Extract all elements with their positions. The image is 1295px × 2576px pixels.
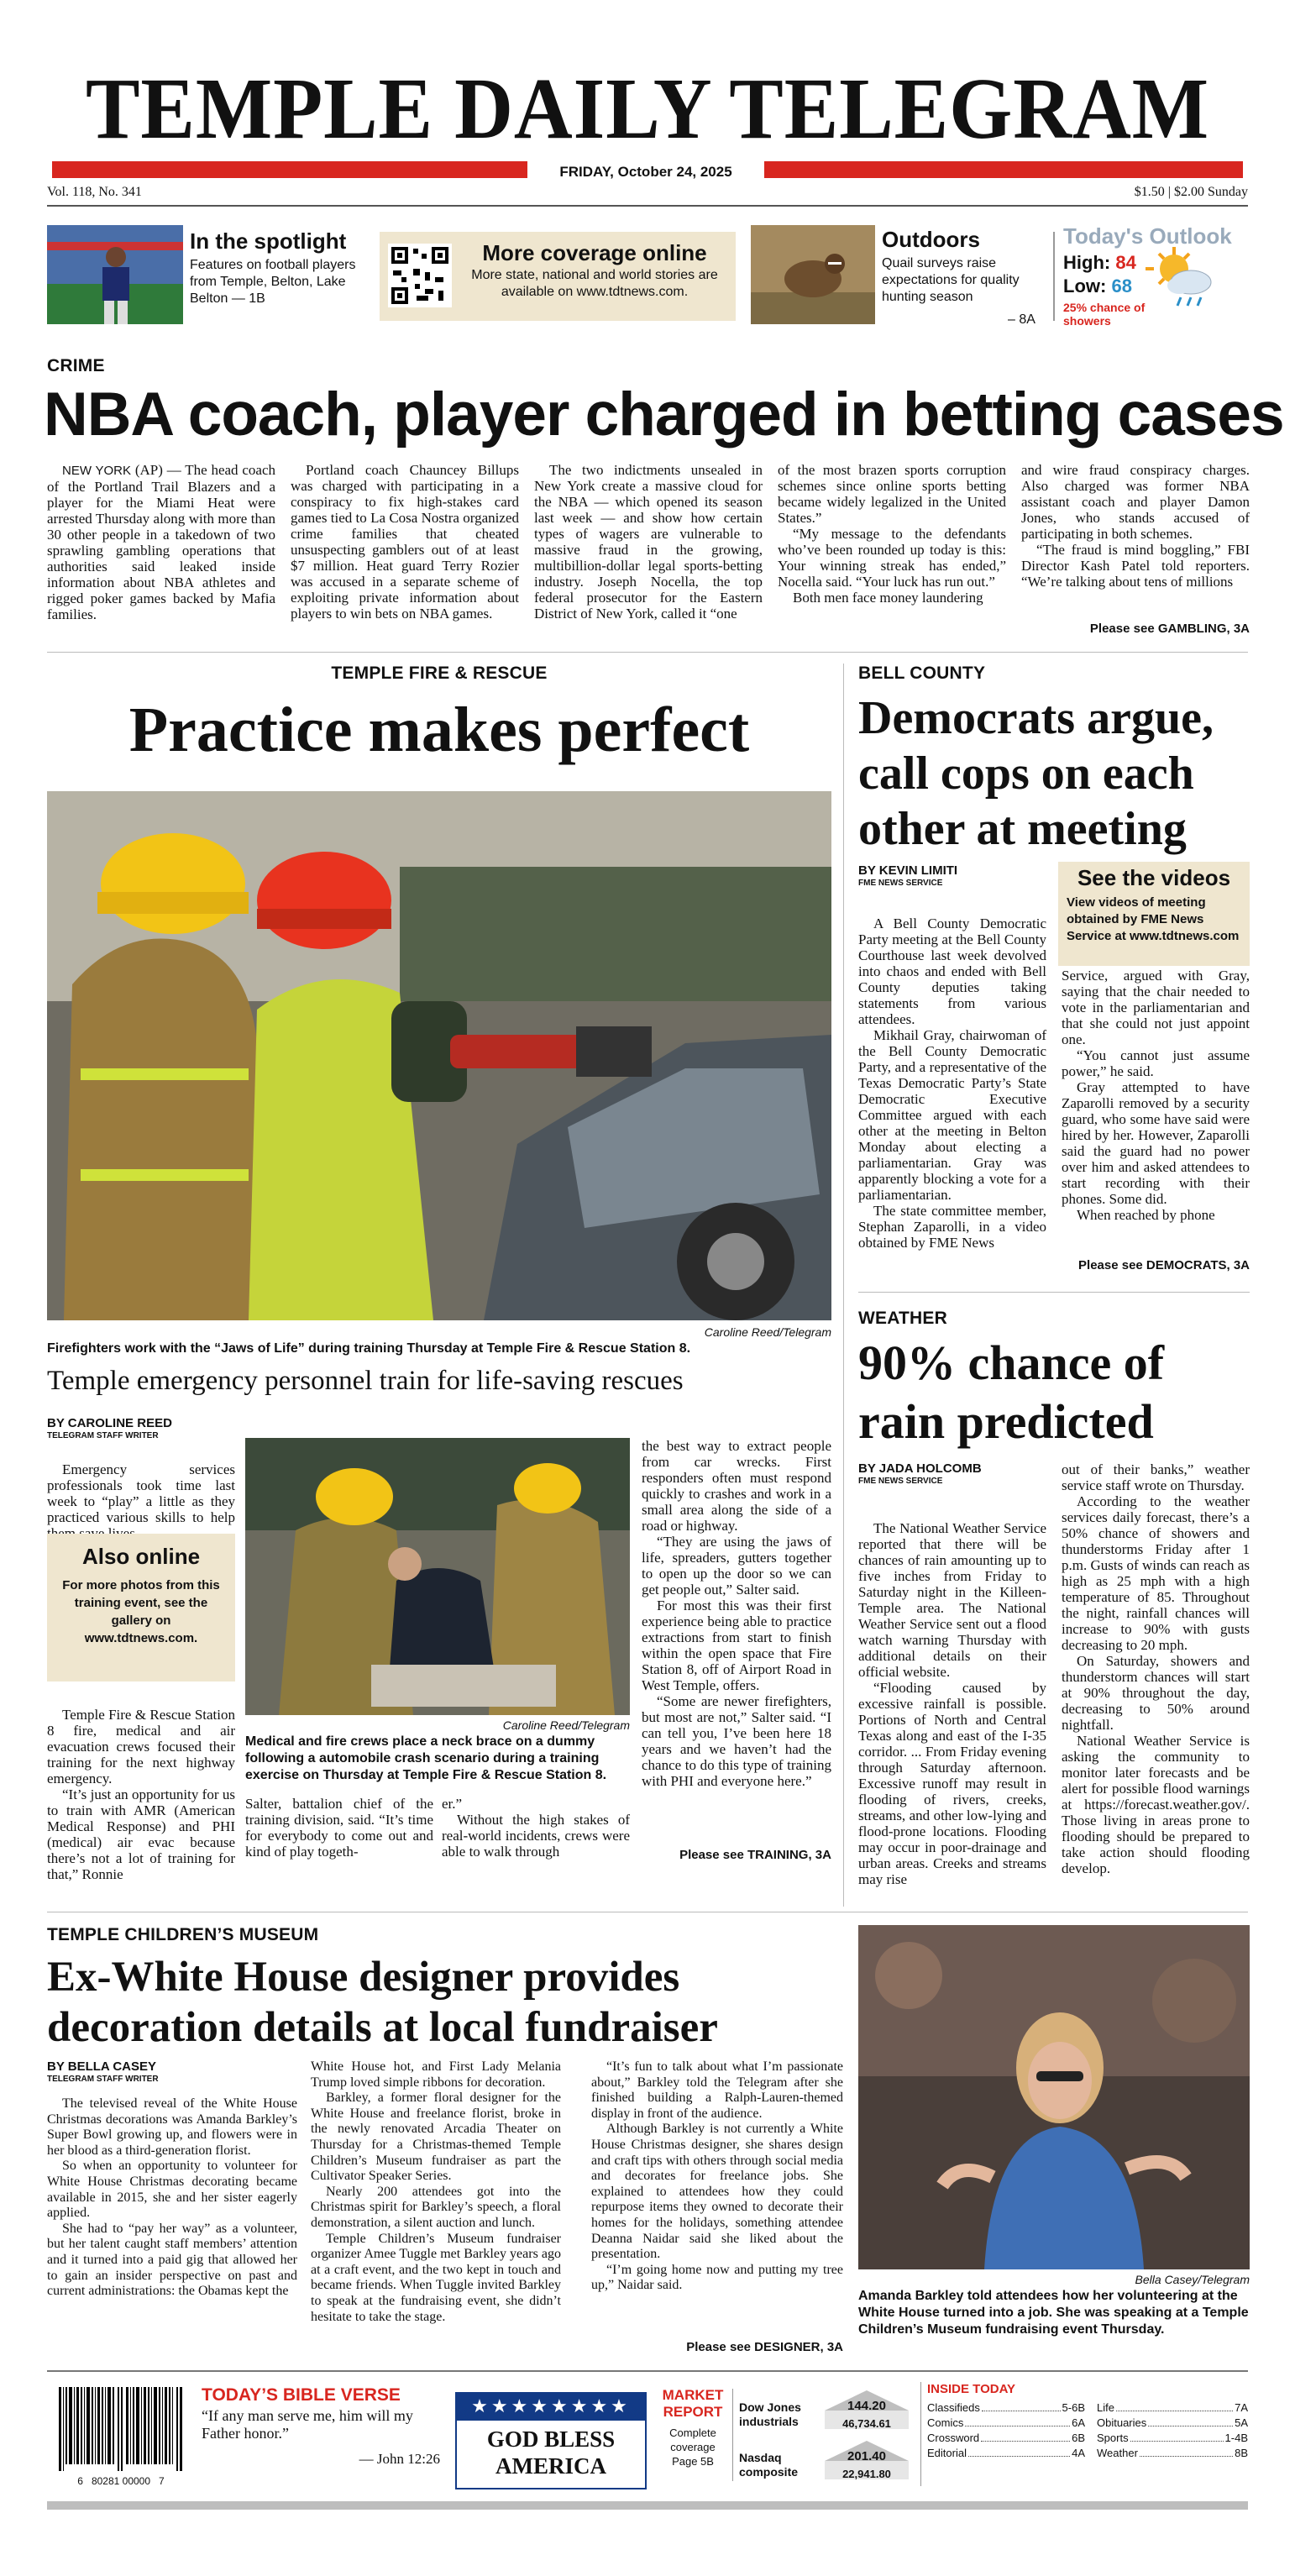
god-bless-america-flag xyxy=(455,2392,647,2489)
inside-item-page: 5-6B xyxy=(1062,2401,1085,2414)
fire-byline-name: BY CAROLINE REED xyxy=(47,1416,172,1430)
football-player-image xyxy=(47,225,183,324)
barkley-photo[interactable] xyxy=(858,1925,1250,2269)
museum-text-c2p3: Nearly 200 attendees got into the Christmas spirit for Barkley’s speech, a floral demonstration, a silent auction and lunch. xyxy=(311,2184,561,2230)
weather-high-label: High: xyxy=(1063,252,1111,273)
barcode-number: 6 80281 00000 7 xyxy=(77,2475,165,2487)
neck-brace-photo[interactable] xyxy=(245,1438,630,1715)
inside-item-name: Weather xyxy=(1097,2447,1138,2459)
museum-text-c2p4: Temple Children’s Museum fundraiser organizer Amee Tuggle met Barkley years ago at a craft event, and the two kept in touch and became friends. When Tuggle invited Barkley to speak at the fundraising event, she didn’t hesitate to take the stage. xyxy=(311,2231,561,2324)
dow-label: Dow Jones industrials xyxy=(739,2400,801,2428)
inside-item-sports[interactable] xyxy=(1097,2431,1248,2446)
fire-byline xyxy=(47,1416,235,1441)
museum-text-c3p3: “I’m going home now and putting my tree up,” Naidar said. xyxy=(591,2262,843,2293)
coverage-text: More state, national and world stories are available on www.tdtnews.com. xyxy=(471,268,718,299)
fire-photo-caption: Firefighters work with the “Jaws of Life” during training Thursday at Temple Fire & Rescue Station 8. xyxy=(47,1341,691,1356)
fire-text-c3b2: Without the high stakes of real-world incidents, crews were able to walk through xyxy=(442,1812,630,1860)
inside-item-name: Crossword xyxy=(927,2432,980,2444)
inside-item-page: 7A xyxy=(1235,2401,1248,2414)
outdoors-page: – 8A xyxy=(1008,312,1035,327)
outdoors-title[interactable]: Outdoors xyxy=(882,227,980,252)
democrats-text-1: A Bell County Democratic Party meeting at the Bell County Courthouse last week devolved into chaos and ended with Bell County deputies taking statements from various attendees. xyxy=(858,916,1046,1027)
barcode-icon xyxy=(52,2384,190,2474)
fire-promo-title: Also online xyxy=(81,1544,201,1569)
inside-title: INSIDE TODAY xyxy=(927,2382,1016,2396)
inside-item-editorial[interactable] xyxy=(927,2446,1085,2461)
fire-text-c3b1: er.” xyxy=(442,1796,463,1812)
weather-low-value: 68 xyxy=(1111,275,1132,296)
volume: Vol. 118, No. 341 xyxy=(47,185,142,199)
flag-line-2: AMERICA xyxy=(495,2453,606,2479)
weather-text-6: National Weather Service is asking the community to monitor later forecasts and be alert for possible flood warnings at https://forecast.weather.gov/. Those living in areas prone to flooding should be prepared to take action should flooding develop. xyxy=(1062,1733,1250,1876)
nasdaq-value: 22,941.80 xyxy=(842,2468,891,2480)
crime-col-2 xyxy=(291,462,519,622)
fire-text-2: Temple Fire & Rescue Station 8 fire, medical and air evacuation crews focused their training for the next highway emergency. xyxy=(47,1707,235,1786)
spotlight-photo[interactable] xyxy=(47,225,183,324)
democrats-promo-text: View videos of meeting obtained by FME News Service at www.tdtnews.com xyxy=(1067,895,1240,943)
inside-item-life[interactable] xyxy=(1097,2400,1248,2416)
inside-item-name: Classifieds xyxy=(927,2401,980,2414)
fire-byline-sub: TELEGRAM STAFF WRITER xyxy=(47,1431,159,1440)
inside-item-page: 8B xyxy=(1235,2447,1248,2459)
inside-list-right xyxy=(1097,2400,1248,2461)
sun-cloud-rain-icon xyxy=(1146,244,1216,314)
inside-item-page: 1-4B xyxy=(1224,2432,1248,2444)
crime-col-3 xyxy=(534,462,763,622)
weather-text-5: On Saturday, showers and thunderstorm chances will start at 90% throughout the day, decreasing to 50% around nightfall. xyxy=(1062,1653,1250,1733)
nasdaq-label: Nasdaq composite xyxy=(739,2451,799,2479)
fire-text-c4c: For most this was their first experience being able to practice extractions from start to finish within the open space that Fire Station 8, off of Airport Road in West Temple, offers. xyxy=(642,1598,831,1693)
democrats-promo-title: See the videos xyxy=(1077,865,1231,890)
democrats-col-2 xyxy=(1062,968,1250,1223)
weather-headline[interactable]: 90% chance of rain predicted xyxy=(858,1335,1165,1449)
weather-section-label: WEATHER xyxy=(858,1309,948,1328)
firefighters-photo[interactable] xyxy=(47,791,831,1320)
divider-crime xyxy=(47,652,1248,653)
inside-item-name: Comics xyxy=(927,2416,964,2429)
democrats-text-2: Mikhail Gray, chairwoman of the Bell County Democratic Party, and a representative of the Texas Democratic Party’s State Democratic Executive Committee argued with each other at the meeting in Belton Monday about electing a parliamentarian. Gray was apparently blocking a vote for a parliamentarian. xyxy=(858,1027,1046,1203)
fire-col-4 xyxy=(642,1438,831,1789)
crime-text-1: (AP) — The head coach of the Portland Trail Blazers and a player for the Miami Heat were arrested Thursday along with more than 30 other people in a takedown of two sprawling gambling operations that authorities said leaked inside information about NBA athletes and rigged poker games backed by Mafia families. xyxy=(47,462,276,622)
crime-col-5 xyxy=(1021,462,1250,590)
democrats-videos-box[interactable] xyxy=(1058,862,1250,966)
fire-col-2b xyxy=(245,1796,433,1860)
fire-text-c4d: “Some are newer firefighters, but most are not,” Salter said. “I can tell you, I’ve been here 18 years and we haven’t had the chance to do this type of training with PHI and everyone here.” xyxy=(642,1693,831,1789)
crime-text-4a: of the most brazen sports corruption schemes since online sports betting became widely legalized in the United States.” xyxy=(778,462,1006,526)
crime-text-4b: “My message to the defendants who’ve been rounded up today is this: Your winning streak has ended,” Nocella said. “Your luck has run out.” xyxy=(778,526,1006,590)
museum-col-2 xyxy=(311,2059,561,2325)
dow-value: 46,734.61 xyxy=(842,2417,891,2430)
weather-text-1: The National Weather Service reported that there will be chances of rain amounting up to five inches from Friday to Saturday night in the Killeen-Temple area. The National Weather Service sent out a flood watch warning Thursday with additional details on their official website. xyxy=(858,1520,1046,1680)
museum-headline[interactable]: Ex-White House designer provides decoration details at local fundraiser xyxy=(47,1954,718,2051)
fire-jump-link[interactable]: Please see TRAINING, 3A xyxy=(679,1848,831,1862)
fire-col-3b xyxy=(442,1796,630,1860)
museum-text-c2p1: White House hot, and First Lady Melania Trump loved simple ribbons for decoration. xyxy=(311,2059,561,2090)
inside-item-name: Life xyxy=(1097,2401,1114,2414)
spotlight-text: Features on football players from Temple, Belton, Lake Belton — 1B xyxy=(190,258,356,306)
museum-col-3 xyxy=(591,2059,843,2294)
coverage-title[interactable]: More coverage online xyxy=(482,240,707,265)
bible-ref: — John 12:26 xyxy=(359,2451,440,2467)
speaker-image xyxy=(858,1925,1250,2269)
democrats-headline[interactable]: Democrats argue, call cops on each other at meeting xyxy=(858,692,1214,855)
market-title xyxy=(657,2387,729,2421)
masthead-title: TEMPLE DAILY TELEGRAM xyxy=(85,60,1210,157)
crime-col-4 xyxy=(778,462,1006,606)
masthead-rule-right xyxy=(764,161,1243,178)
footer-top-rule xyxy=(47,2370,1248,2372)
weather-high-value: 84 xyxy=(1115,252,1136,273)
crime-section-label: CRIME xyxy=(47,356,105,375)
inside-item-obituaries[interactable] xyxy=(1097,2416,1248,2431)
market-title-1: MARKET xyxy=(662,2387,724,2403)
fire-also-online-box[interactable] xyxy=(47,1534,235,1681)
divider-democrats xyxy=(858,1292,1250,1293)
spotlight-title[interactable]: In the spotlight xyxy=(190,228,347,254)
museum-section-label: TEMPLE CHILDREN’S MUSEUM xyxy=(47,1925,319,1944)
democrats-section-label: BELL COUNTY xyxy=(858,664,986,683)
weather-high xyxy=(1063,252,1136,274)
museum-photo-caption: Amanda Barkley told attendees how her volunteering at the White House turned into a job. She was speaking at a Temple Children’s Museum fundraising event Thursday. xyxy=(858,2289,1249,2337)
market-divider xyxy=(732,2389,733,2481)
inside-item-comics[interactable] xyxy=(927,2416,1085,2431)
museum-byline-sub: TELEGRAM STAFF WRITER xyxy=(47,2075,159,2084)
inside-item-classifieds[interactable] xyxy=(927,2400,1085,2416)
training-crew-image xyxy=(245,1438,630,1715)
democrats-col-1 xyxy=(858,916,1046,1251)
fire-text-c4a: the best way to extract people from car wrecks. First responders often must respond quickly to crashes and work in a small area along the side of a road or highway. xyxy=(642,1438,831,1534)
democrats-jump-link[interactable]: Please see DEMOCRATS, 3A xyxy=(1078,1258,1250,1272)
crime-jump-link[interactable]: Please see GAMBLING, 3A xyxy=(1089,622,1250,636)
crime-headline[interactable]: NBA coach, player charged in betting cases xyxy=(44,380,1284,449)
dow-change: 144.20 xyxy=(847,2399,886,2413)
qr-code-icon xyxy=(388,244,452,307)
inside-item-page: 6A xyxy=(1072,2416,1085,2429)
weather-byline-name: BY JADA HOLCOMB xyxy=(858,1461,982,1476)
inside-item-name: Obituaries xyxy=(1097,2416,1147,2429)
fire-photo2-credit: Caroline Reed/Telegram xyxy=(502,1718,630,1732)
weather-text-2: “Flooding caused by excessive rainfall is possible. Portions of North and Central Texas along and east of the I-35 corridor. ... From Friday evening through Saturday afternoon. Excessive runoff may result in flooding of rivers, creeks, streams, and other low-lying and flood-prone locations. Flooding may occur in poor-drainage and urban areas. Creeks and streams may rise xyxy=(858,1680,1046,1887)
weather-divider xyxy=(1053,232,1055,321)
fire-text-1: Emergency services professionals took time last week to “play” a little as they practiced various skills to help xyxy=(47,1461,235,1525)
fire-text-c4b: “They are using the jaws of life, spreaders, gutters together to open up the door so we can get people out,” Salter said. xyxy=(642,1534,831,1598)
fire-text-3: “It’s just an opportunity for us to train with AMR (American Medical Response) and PHI (medical) air evac because there’s not a lot of training for that,” Ronnie xyxy=(47,1786,235,1882)
museum-col-1 xyxy=(47,2096,297,2300)
weather-title: Today's Outlook xyxy=(1063,223,1232,249)
bible-title: TODAY’S BIBLE VERSE xyxy=(202,2385,401,2405)
barcode xyxy=(52,2384,190,2489)
museum-text-c2p2: Barkley, a former floral designer for the White House and freelance florist, broke in the newly renovated Arcadia Theater on Thursday for a Christmas-themed Temple Children’s Museum fundraiser as part the Cultivator Speaker Series. xyxy=(311,2091,561,2184)
market-title-2: REPORT xyxy=(663,2404,723,2420)
masthead-divider xyxy=(47,205,1248,207)
weather-text-4: According to the weather services daily forecast, there’s a 50% chance of showers and thunderstorms Friday after 1 p.m. Gusts of winds can reach as high as 25 mph with a high temperature of 85. Throughout the night, rainfall chances will increase to 90% with gusts decreasing to 20 mph. xyxy=(1062,1493,1250,1653)
fire-photo2-caption: Medical and fire crews place a neck brace on a dummy following a automobile crash scenario during a training exercise on Thursday at Temple Fire & Rescue Station 8. xyxy=(245,1734,607,1782)
democrats-byline-sub: FME NEWS SERVICE xyxy=(858,879,943,888)
crime-text-2: Portland coach Chauncey Billups was charged with participating in a conspiracy to fix high-stakes card games tied to La Cosa Nostra organized crime families that cheated unsuspecting gamblers out of at least $7 million. Heat guard Terry Rozier was accused in a separate scheme of exploiting private information about players to win bets on NBA games. xyxy=(291,462,519,622)
outdoors-photo[interactable] xyxy=(751,225,875,324)
fire-promo-text: For more photos from this training event, see the gallery on www.tdtnews.com. xyxy=(62,1578,220,1645)
weather-col-2 xyxy=(1062,1461,1250,1876)
democrats-text-5: “You cannot just assume power,” he said. xyxy=(1062,1047,1250,1079)
crime-text-3: The two indictments unsealed in New York create a massive cloud for the NBA — which opened its season last week — and show how certain types of wagers are vulnerable to massive fraud in the growing, multibillion-dollar legal sports-betting industry. Joseph Nocella, the top federal prosecutor for the Eastern District of New York, called it “one xyxy=(534,462,763,622)
quail-image xyxy=(751,225,875,324)
crime-col-1 xyxy=(47,462,275,622)
market-sub: Complete coverage Page 5B xyxy=(669,2426,716,2468)
nasdaq-change: 201.40 xyxy=(847,2449,886,2463)
democrats-text-7: When reached by phone xyxy=(1077,1207,1215,1223)
fire-col-1a xyxy=(47,1461,235,1541)
outdoors-text: Quail surveys raise expectations for quality hunting season xyxy=(882,256,1020,304)
crime-text-4c: Both men face money laundering xyxy=(793,590,983,606)
museum-jump-link[interactable]: Please see DESIGNER, 3A xyxy=(686,2340,843,2354)
museum-byline xyxy=(47,2059,291,2085)
museum-text-c1p1: The televised reveal of the White House Christmas decorations was Amanda Barkley’s Super Bowl growing up, and flowers were in her blood as a third-generation florist. xyxy=(47,2096,297,2158)
museum-text-c3p2: Although Barkley is not currently a White House Christmas designer, she shares design and craft tips with others through social media and decorates for freelance jobs. She explained to attendees how they could repurpose items they owned to decorate their homes for the holidays, something attendee Deanna Naidar said she liked about the presentation. xyxy=(591,2122,843,2262)
inside-item-weather[interactable] xyxy=(1097,2446,1248,2461)
weather-byline-sub: FME NEWS SERVICE xyxy=(858,1477,943,1486)
inside-item-name: Sports xyxy=(1097,2432,1129,2444)
democrats-text-3: The state committee member, Stephan Zaparolli, in a video obtained by FME News xyxy=(858,1203,1046,1251)
price: $1.50 | $2.00 Sunday xyxy=(1134,185,1248,199)
democrats-byline xyxy=(858,863,1046,889)
weather-low-label: Low: xyxy=(1063,275,1107,296)
inside-item-crossword[interactable] xyxy=(927,2431,1085,2446)
masthead-date: FRIDAY, October 24, 2025 xyxy=(559,164,732,180)
inside-item-page: 5A xyxy=(1235,2416,1248,2429)
weather-low xyxy=(1063,275,1132,297)
crime-dateline: NEW YORK xyxy=(62,464,131,478)
weather-col-1 xyxy=(858,1520,1046,1887)
museum-photo-credit: Bella Casey/Telegram xyxy=(1135,2273,1250,2286)
fire-photo-credit: Caroline Reed/Telegram xyxy=(704,1325,831,1339)
footer-bottom-bar xyxy=(47,2501,1248,2510)
inside-item-name: Editorial xyxy=(927,2447,967,2459)
fire-text-c2b: Salter, battalion chief of the training division, said. “It’s time for everybody to come out and kind of play togeth- xyxy=(245,1796,433,1860)
museum-text-c3p1: “It’s fun to talk about what I’m passionate about,” Barkley told the Telegram after she finished building a Ralph-Lauren-themed display in front of the audience. xyxy=(591,2059,843,2121)
democrats-text-4: Service, argued with Gray, saying that the chair needed to vote in the parliamentarian and that she could not just appoint one. xyxy=(1062,968,1250,1047)
inside-item-page: 4A xyxy=(1072,2447,1085,2459)
fire-col-1b xyxy=(47,1707,235,1882)
inside-item-page: 6B xyxy=(1072,2432,1085,2444)
fire-section-label: TEMPLE FIRE & RESCUE xyxy=(331,664,548,683)
crime-text-5a: and wire fraud conspiracy charges. Also charged was former NBA assistant coach and player Damon Jones, who stands accused of participating in both schemes. xyxy=(1021,462,1250,542)
inside-divider xyxy=(920,2382,921,2486)
flag-line-1: GOD BLESS xyxy=(486,2426,616,2452)
weather-chance: 25% chance of showers xyxy=(1063,301,1146,328)
flag-stars-icon: ★★★★★★★★ xyxy=(457,2394,645,2421)
museum-text-c1p3: She had to “pay her way” as a volunteer, but her talent caught staff members’ attention and it turned into a paid gig that allowed her to gain an insider perspective on past and current administrations: the Obamas kept the xyxy=(47,2221,297,2299)
crime-text-5b: “The fraud is mind boggling,” FBI Director Kash Patel told reporters. “We’re talking about tens of millions xyxy=(1021,542,1250,590)
museum-byline-name: BY BELLA CASEY xyxy=(47,2059,157,2074)
jaws-of-life-image xyxy=(47,791,831,1320)
democrats-text-6: Gray attempted to have Zaparolli removed by a security guard, who some have said were hired by her. However, Zaparolli said the guard had no power over him and asked attendees to start recording with their phones. Some did. xyxy=(1062,1079,1250,1207)
inside-list-left xyxy=(927,2400,1085,2461)
divider-vertical-right xyxy=(843,664,844,1907)
fire-headline[interactable]: Practice makes perfect xyxy=(128,695,750,765)
museum-text-c1p2: So when an opportunity to volunteer for White House Christmas decorating became available in 2015, she and her sister eagerly applied. xyxy=(47,2159,297,2221)
masthead-rule-left xyxy=(52,161,527,178)
democrats-byline-name: BY KEVIN LIMITI xyxy=(858,863,958,878)
fire-subhead[interactable]: Temple emergency personnel train for life-saving rescues xyxy=(47,1366,684,1396)
bible-verse: “If any man serve me, him will my Father honor.” xyxy=(202,2407,413,2442)
weather-text-3: out of their banks,” weather service staff wrote on Thursday. xyxy=(1062,1461,1250,1493)
weather-byline xyxy=(858,1461,1046,1487)
